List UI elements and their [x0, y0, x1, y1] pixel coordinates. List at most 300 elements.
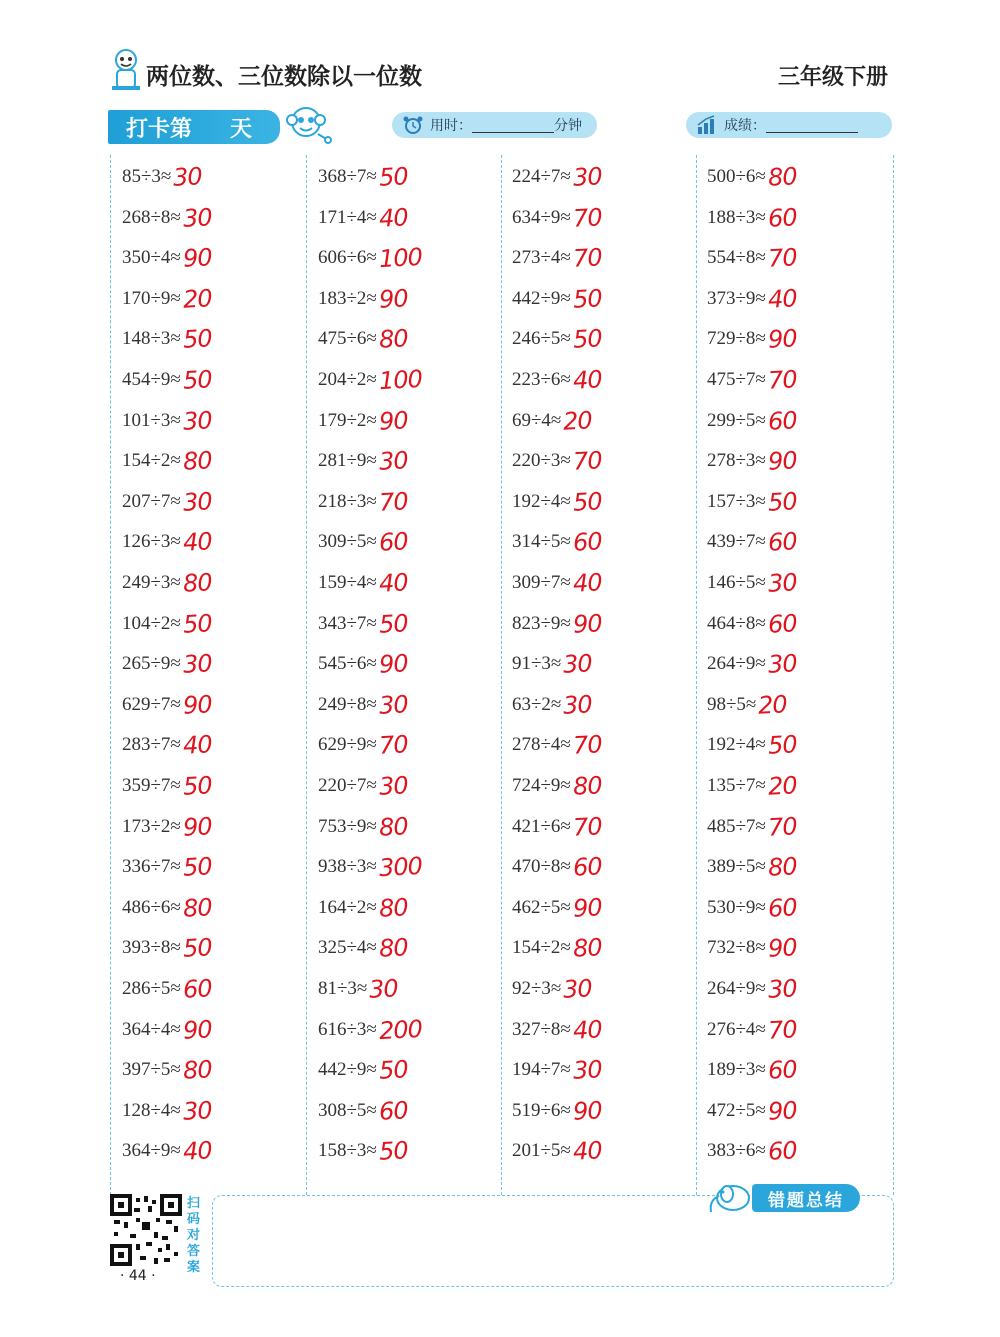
division-problem: 154÷2≈: [512, 937, 571, 959]
problem-row: [318, 644, 407, 684]
problem-row: [512, 847, 601, 887]
column-divider: [501, 155, 502, 1195]
handwritten-answer[interactable]: 90: [572, 608, 603, 639]
handwritten-answer[interactable]: 50: [182, 608, 213, 639]
problem-row: [512, 563, 601, 603]
division-problem: 154÷2≈: [122, 450, 181, 472]
handwritten-answer[interactable]: 80: [572, 771, 603, 801]
handwritten-answer[interactable]: 50: [572, 487, 603, 517]
division-problem: 104÷2≈: [122, 612, 181, 634]
handwritten-answer[interactable]: 70: [572, 202, 603, 233]
handwritten-answer[interactable]: 40: [182, 730, 213, 761]
division-problem: 268÷8≈: [122, 206, 181, 228]
day-suffix: 天: [230, 116, 253, 142]
handwritten-answer[interactable]: 30: [767, 974, 798, 1004]
problem-row: [512, 238, 601, 278]
handwritten-answer[interactable]: 30: [172, 162, 203, 192]
handwritten-answer[interactable]: 80: [378, 324, 409, 355]
problem-row: [707, 807, 796, 847]
problem-row: [512, 441, 601, 481]
problem-row: [122, 1010, 211, 1050]
division-problem: 207÷7≈: [122, 490, 181, 512]
handwritten-answer[interactable]: 40: [572, 1014, 603, 1045]
division-problem: 439÷7≈: [707, 531, 766, 553]
problem-row: [318, 807, 407, 847]
time-input-line[interactable]: [472, 118, 554, 133]
handwritten-answer[interactable]: 60: [767, 1055, 798, 1085]
division-problem: 364÷4≈: [122, 1018, 181, 1040]
problem-row: [512, 360, 601, 400]
division-problem: 264÷9≈: [707, 653, 766, 675]
division-problem: 350÷4≈: [122, 247, 181, 269]
division-problem: 159÷4≈: [318, 572, 377, 593]
handwritten-answer[interactable]: 50: [378, 1055, 409, 1085]
problem-row: [318, 198, 407, 238]
time-label: 用时：: [430, 118, 472, 134]
division-problem: 485÷7≈: [707, 815, 766, 837]
handwritten-answer[interactable]: 20: [757, 690, 788, 720]
handwritten-answer[interactable]: 60: [767, 893, 798, 923]
division-problem: 223÷6≈: [512, 369, 571, 390]
problem-row: [122, 766, 211, 806]
handwritten-answer[interactable]: 70: [572, 811, 603, 842]
division-problem: 454÷9≈: [122, 369, 181, 390]
problem-row: [318, 766, 407, 806]
problem-row: [512, 685, 592, 725]
problem-row: [512, 157, 601, 197]
handwritten-answer[interactable]: 30: [767, 649, 798, 679]
handwritten-answer[interactable]: 90: [767, 324, 798, 355]
handwritten-answer[interactable]: 60: [182, 974, 213, 1004]
elephant-icon: [705, 1176, 755, 1216]
handwritten-answer[interactable]: 40: [182, 527, 213, 558]
time-field: [392, 112, 597, 138]
problem-row: [707, 1010, 796, 1050]
handwritten-answer[interactable]: 40: [182, 1136, 213, 1167]
problem-row: [318, 928, 407, 968]
division-problem: 421÷6≈: [512, 815, 571, 837]
problem-row: [318, 522, 407, 562]
handwritten-answer[interactable]: 30: [378, 690, 409, 720]
day-prefix: 打卡第: [126, 116, 193, 142]
handwritten-answer[interactable]: 30: [562, 649, 593, 679]
handwritten-answer[interactable]: 90: [378, 405, 409, 436]
handwritten-answer[interactable]: 50: [182, 365, 213, 395]
division-problem: 938÷3≈: [318, 856, 377, 878]
division-problem: 157÷3≈: [707, 490, 766, 512]
score-label: 成绩：: [724, 118, 766, 134]
division-problem: 183÷2≈: [318, 287, 377, 309]
problem-row: [122, 238, 211, 278]
problem-row: [318, 238, 422, 278]
division-problem: 753÷9≈: [318, 815, 377, 837]
division-problem: 729÷8≈: [707, 328, 766, 350]
division-problem: 325÷4≈: [318, 937, 377, 959]
division-problem: 530÷9≈: [707, 896, 766, 918]
division-problem: 278÷3≈: [707, 450, 766, 472]
handwritten-answer[interactable]: 60: [378, 527, 409, 558]
handwritten-answer[interactable]: 50: [572, 284, 603, 314]
handwritten-answer[interactable]: 90: [182, 243, 213, 273]
problem-row: [512, 319, 601, 359]
problem-row: [512, 604, 601, 644]
problem-row: [707, 888, 796, 928]
score-input-line[interactable]: [766, 118, 858, 133]
problem-row: [707, 604, 796, 644]
division-problem: 616÷3≈: [318, 1018, 377, 1040]
division-problem: 146÷5≈: [707, 572, 766, 593]
division-problem: 314÷5≈: [512, 531, 571, 553]
handwritten-answer[interactable]: 40: [767, 284, 798, 314]
division-problem: 393÷8≈: [122, 937, 181, 959]
problem-row: [318, 441, 407, 481]
problem-row: [122, 644, 211, 684]
handwritten-answer[interactable]: 70: [767, 1014, 798, 1045]
problem-row: [318, 888, 407, 928]
handwritten-answer[interactable]: 100: [378, 243, 423, 274]
division-problem: 336÷7≈: [122, 856, 181, 878]
score-field: [686, 112, 892, 138]
problem-row: [122, 1050, 211, 1090]
handwritten-answer[interactable]: 70: [572, 243, 603, 273]
division-problem: 264÷9≈: [707, 978, 766, 999]
handwritten-answer[interactable]: 30: [182, 649, 213, 679]
division-problem: 224÷7≈: [512, 166, 571, 187]
problem-row: [512, 401, 592, 441]
division-problem: 246÷5≈: [512, 328, 571, 350]
division-problem: 164÷2≈: [318, 896, 377, 918]
problem-row: [318, 279, 407, 319]
division-problem: 373÷9≈: [707, 287, 766, 309]
handwritten-answer[interactable]: 30: [368, 974, 399, 1004]
problem-row: [318, 969, 398, 1009]
problem-row: [707, 1131, 796, 1171]
division-problem: 85÷3≈: [122, 166, 172, 187]
problem-row: [318, 685, 407, 725]
handwritten-answer[interactable]: 50: [182, 933, 213, 964]
problem-row: [512, 482, 601, 522]
division-problem: 194÷7≈: [512, 1059, 571, 1081]
handwritten-answer[interactable]: 80: [182, 1055, 213, 1085]
division-problem: 472÷5≈: [707, 1099, 766, 1121]
division-problem: 462÷5≈: [512, 896, 571, 918]
handwritten-answer[interactable]: 50: [378, 162, 409, 192]
problem-row: [122, 1131, 211, 1171]
division-problem: 286÷5≈: [122, 978, 181, 999]
division-problem: 192÷4≈: [707, 734, 766, 756]
problem-row: [707, 522, 796, 562]
problem-row: [122, 441, 211, 481]
handwritten-answer[interactable]: 30: [572, 162, 603, 192]
handwritten-answer[interactable]: 30: [767, 568, 798, 598]
division-problem: 464÷8≈: [707, 612, 766, 634]
problem-row: [318, 1091, 407, 1131]
problem-row: [707, 482, 796, 522]
division-problem: 554÷8≈: [707, 247, 766, 269]
problem-row: [707, 725, 796, 765]
division-problem: 92÷3≈: [512, 978, 562, 999]
problem-row: [122, 563, 211, 603]
division-problem: 204÷2≈: [318, 369, 377, 390]
handwritten-answer[interactable]: 90: [572, 1096, 603, 1126]
handwritten-answer[interactable]: 40: [572, 1136, 603, 1167]
problem-row: [318, 725, 407, 765]
division-problem: 500÷6≈: [707, 166, 766, 187]
handwritten-answer[interactable]: 50: [182, 324, 213, 355]
handwritten-answer[interactable]: 80: [182, 893, 213, 923]
handwritten-answer[interactable]: 50: [378, 1136, 409, 1167]
problem-row: [707, 319, 796, 359]
problem-row: [707, 279, 796, 319]
handwritten-answer[interactable]: 60: [767, 1136, 798, 1167]
handwritten-answer[interactable]: 200: [378, 1014, 423, 1045]
problem-row: [318, 482, 407, 522]
division-problem: 81÷3≈: [318, 978, 368, 999]
problem-row: [318, 563, 407, 603]
problem-row: [707, 969, 796, 1009]
division-problem: 170÷9≈: [122, 287, 181, 309]
handwritten-answer[interactable]: 90: [572, 893, 603, 923]
handwritten-answer[interactable]: 40: [378, 202, 409, 233]
handwritten-answer[interactable]: 50: [767, 487, 798, 517]
problem-row: [707, 847, 796, 887]
handwritten-answer[interactable]: 50: [572, 324, 603, 355]
problem-row: [122, 969, 211, 1009]
handwritten-answer[interactable]: 90: [378, 284, 409, 314]
division-problem: 486÷6≈: [122, 896, 181, 918]
problem-row: [707, 198, 796, 238]
problem-row: [122, 198, 211, 238]
problem-row: [122, 401, 211, 441]
division-problem: 63÷2≈: [512, 693, 562, 715]
division-problem: 606÷6≈: [318, 247, 377, 269]
handwritten-answer[interactable]: 20: [767, 771, 798, 801]
handwritten-answer[interactable]: 80: [182, 446, 213, 476]
problem-row: [707, 685, 787, 725]
handwritten-answer[interactable]: 30: [378, 771, 409, 801]
mistakes-summary-label: 错题总结: [752, 1184, 860, 1212]
problem-row: [318, 604, 407, 644]
division-problem: 327÷8≈: [512, 1018, 571, 1040]
handwritten-answer[interactable]: 70: [572, 446, 603, 476]
problem-row: [318, 1010, 422, 1050]
problem-row: [512, 928, 601, 968]
division-problem: 634÷9≈: [512, 206, 571, 228]
handwritten-answer[interactable]: 90: [378, 649, 409, 679]
handwritten-answer[interactable]: 90: [767, 446, 798, 476]
division-problem: 309÷5≈: [318, 531, 377, 553]
handwritten-answer[interactable]: 40: [378, 568, 409, 598]
problem-row: [122, 319, 211, 359]
division-problem: 629÷9≈: [318, 734, 377, 756]
problem-row: [318, 360, 422, 400]
problem-row: [122, 157, 202, 197]
division-problem: 442÷9≈: [318, 1059, 377, 1081]
handwritten-answer[interactable]: 60: [767, 405, 798, 436]
handwritten-answer[interactable]: 80: [182, 568, 213, 598]
division-problem: 283÷7≈: [122, 734, 181, 756]
problem-row: [512, 198, 601, 238]
handwritten-answer[interactable]: 70: [378, 730, 409, 761]
handwritten-answer[interactable]: 60: [767, 202, 798, 233]
division-problem: 359÷7≈: [122, 775, 181, 796]
problem-row: [707, 1050, 796, 1090]
handwritten-answer[interactable]: 30: [182, 1096, 213, 1126]
division-problem: 724÷9≈: [512, 775, 571, 796]
handwritten-answer[interactable]: 80: [767, 852, 798, 882]
problem-row: [122, 888, 211, 928]
handwritten-answer[interactable]: 90: [182, 1014, 213, 1045]
handwritten-answer[interactable]: 60: [767, 527, 798, 558]
division-problem: 101÷3≈: [122, 409, 181, 431]
division-problem: 368÷7≈: [318, 166, 377, 187]
problem-row: [318, 319, 407, 359]
division-problem: 201÷5≈: [512, 1140, 571, 1162]
problem-row: [122, 279, 211, 319]
problem-row: [318, 1050, 407, 1090]
handwritten-answer[interactable]: 90: [182, 811, 213, 842]
column-divider: [110, 155, 111, 1195]
problem-row: [122, 604, 211, 644]
problem-row: [122, 360, 211, 400]
problem-row: [512, 888, 601, 928]
problem-row: [512, 725, 601, 765]
division-problem: 135÷7≈: [707, 775, 766, 796]
page-title: 两位数、三位数除以一位数: [146, 64, 422, 90]
division-problem: 281÷9≈: [318, 450, 377, 472]
problem-row: [707, 928, 796, 968]
problem-row: [512, 279, 601, 319]
handwritten-answer[interactable]: 40: [572, 568, 603, 598]
handwritten-answer[interactable]: 70: [378, 487, 409, 517]
handwritten-answer[interactable]: 80: [378, 893, 409, 923]
problem-row: [707, 1091, 796, 1131]
division-problem: 629÷7≈: [122, 693, 181, 715]
handwritten-answer[interactable]: 60: [572, 852, 603, 882]
handwritten-answer[interactable]: 70: [767, 811, 798, 842]
handwritten-answer[interactable]: 100: [378, 364, 423, 396]
problem-row: [318, 401, 407, 441]
problem-row: [512, 969, 592, 1009]
problem-row: [512, 807, 601, 847]
handwritten-answer[interactable]: 60: [378, 1096, 409, 1126]
handwritten-answer[interactable]: 70: [767, 243, 798, 273]
handwritten-answer[interactable]: 20: [182, 284, 213, 314]
problem-row: [122, 807, 211, 847]
alarm-clock-icon: [402, 115, 424, 135]
problem-row: [512, 522, 601, 562]
handwritten-answer[interactable]: 90: [767, 933, 798, 964]
division-problem: 519÷6≈: [512, 1099, 571, 1121]
division-problem: 128÷4≈: [122, 1099, 181, 1121]
problem-row: [707, 360, 796, 400]
problem-row: [707, 238, 796, 278]
handwritten-answer[interactable]: 70: [767, 365, 798, 395]
handwritten-answer[interactable]: 30: [562, 974, 593, 1004]
division-problem: 188÷3≈: [707, 206, 766, 228]
division-problem: 299÷5≈: [707, 409, 766, 431]
mascot-icon: [110, 48, 142, 92]
monkey-mascot-icon: [284, 100, 332, 148]
division-problem: 179÷2≈: [318, 409, 377, 431]
problem-row: [512, 1091, 601, 1131]
handwritten-answer[interactable]: 300: [378, 852, 423, 883]
handwritten-answer[interactable]: 50: [182, 771, 213, 801]
handwritten-answer[interactable]: 30: [182, 405, 213, 436]
handwritten-answer[interactable]: 90: [182, 690, 213, 720]
division-problem: 158÷3≈: [318, 1140, 377, 1162]
qr-caption: 扫码对答案: [187, 1196, 201, 1275]
problem-row: [122, 482, 211, 522]
problem-row: [122, 685, 211, 725]
handwritten-answer[interactable]: 30: [562, 690, 593, 720]
division-problem: 220÷7≈: [318, 775, 377, 796]
qr-code-icon[interactable]: [110, 1194, 182, 1266]
division-problem: 308÷5≈: [318, 1099, 377, 1121]
problem-row: [512, 766, 601, 806]
handwritten-answer[interactable]: 20: [562, 405, 593, 436]
handwritten-answer[interactable]: 60: [572, 527, 603, 558]
problem-row: [512, 1010, 601, 1050]
division-problem: 218÷3≈: [318, 490, 377, 512]
division-problem: 91÷3≈: [512, 653, 562, 675]
division-problem: 69÷4≈: [512, 409, 562, 431]
problem-row: [512, 1131, 601, 1171]
division-problem: 470÷8≈: [512, 856, 571, 878]
handwritten-answer[interactable]: 80: [378, 811, 409, 842]
division-problem: 173÷2≈: [122, 815, 181, 837]
division-problem: 343÷7≈: [318, 612, 377, 634]
problem-row: [707, 766, 796, 806]
division-problem: 278÷4≈: [512, 734, 571, 756]
page-number: · 44 ·: [120, 1268, 156, 1284]
handwritten-answer[interactable]: 60: [767, 608, 798, 639]
problem-row: [122, 1091, 211, 1131]
division-problem: 126÷3≈: [122, 531, 181, 553]
division-problem: 823÷9≈: [512, 612, 571, 634]
handwritten-answer[interactable]: 30: [572, 1055, 603, 1085]
division-problem: 442÷9≈: [512, 287, 571, 309]
handwritten-answer[interactable]: 80: [572, 933, 603, 964]
division-problem: 273÷4≈: [512, 247, 571, 269]
handwritten-answer[interactable]: 30: [378, 446, 409, 476]
division-problem: 389÷5≈: [707, 856, 766, 878]
handwritten-answer[interactable]: 30: [182, 202, 213, 233]
problem-row: [707, 157, 796, 197]
problem-row: [707, 401, 796, 441]
division-problem: 545÷6≈: [318, 653, 377, 675]
handwritten-answer[interactable]: 90: [767, 1096, 798, 1126]
division-problem: 383÷6≈: [707, 1140, 766, 1162]
division-problem: 475÷7≈: [707, 369, 766, 390]
handwritten-answer[interactable]: 40: [572, 365, 603, 395]
division-problem: 148÷3≈: [122, 328, 181, 350]
handwritten-answer[interactable]: 50: [182, 852, 213, 882]
problem-row: [707, 563, 796, 603]
division-problem: 249÷8≈: [318, 693, 377, 715]
handwritten-answer[interactable]: 30: [182, 487, 213, 517]
division-problem: 189÷3≈: [707, 1059, 766, 1081]
handwritten-answer[interactable]: 50: [767, 730, 798, 761]
problem-row: [512, 644, 592, 684]
division-problem: 276÷4≈: [707, 1018, 766, 1040]
handwritten-answer[interactable]: 80: [378, 933, 409, 964]
problem-row: [122, 847, 211, 887]
handwritten-answer[interactable]: 80: [767, 162, 798, 192]
handwritten-answer[interactable]: 50: [378, 608, 409, 639]
handwritten-answer[interactable]: 70: [572, 730, 603, 761]
division-problem: 98÷5≈: [707, 693, 757, 715]
